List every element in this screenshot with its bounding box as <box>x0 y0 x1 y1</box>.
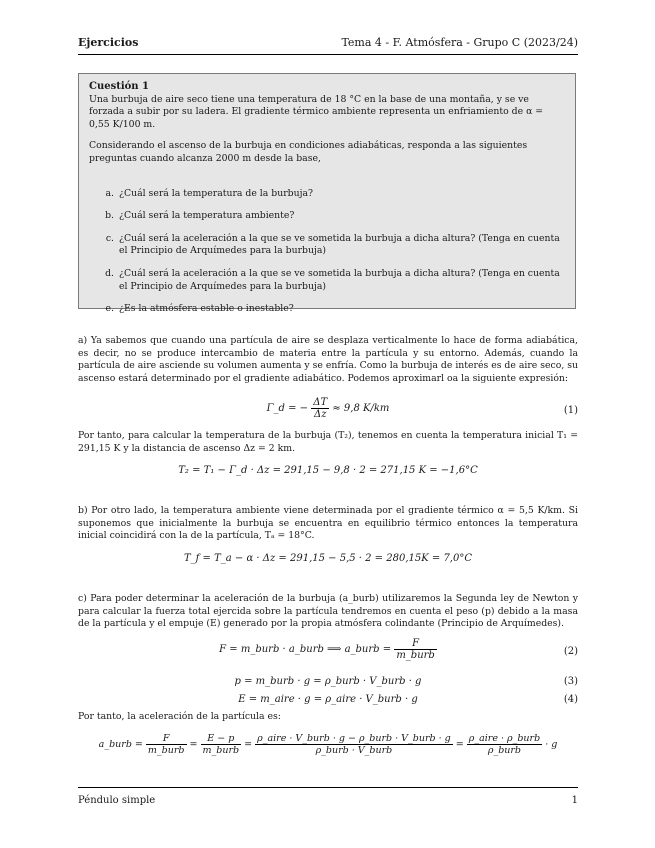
answer-c-paragraph <box>78 593 578 631</box>
eq5-f4-numerator: ρ_aire · ρ_burb <box>468 733 541 744</box>
eq5-fraction-1 <box>146 733 187 756</box>
item-marker: c. <box>105 232 114 244</box>
equation-5-body: a_burb = $\frac{F}{\text{m\_burb}}$ = $\frac{E - p}{\text{m\_burb}}$ = $\frac{\text{ρ\_aire · V\_burb · g − ρ\_burb · V\_burb · g}}{\text{ρ\_burb · V\_burb}}$ = $\frac{\text{ρ\_aire · ρ\_burb}}{\text{ρ\_burb}}$ · g <box>98 733 558 756</box>
page-header <box>78 36 578 49</box>
eq5-f3-denominator: ρ_burb · V_burb <box>315 745 393 756</box>
eq5-f1-numerator: F <box>146 733 187 745</box>
page-footer <box>78 795 578 806</box>
equation-1-number: (1) <box>563 405 578 416</box>
item-marker: d. <box>105 267 114 279</box>
question-paragraph-2: Considerando el ascenso de la burbuja en condiciones adiabáticas, responda a las siguientes preguntas cuando alcanza 2000 m desde la base, <box>89 140 528 164</box>
eq5-f2-denominator: m_burb <box>202 745 240 756</box>
equation-1-body <box>78 397 578 420</box>
eq5-f3-numerator: ρ_aire · V_burb · g − ρ_burb · V_burb · g <box>257 733 451 744</box>
eq5-tail: · g <box>545 739 558 750</box>
question-item <box>89 303 566 316</box>
equation-3-body: p = m_burb · g = ρ_burb · V_burb · g <box>234 676 422 687</box>
item-marker: a. <box>105 187 114 199</box>
eq5-lhs: a_burb = <box>98 739 143 750</box>
answer-a-paragraph <box>78 335 578 385</box>
equation-3-number: (3) <box>563 676 578 687</box>
equation-4-body: E = m_aire · g = ρ_aire · V_burb · g <box>238 694 418 705</box>
item-text: ¿Es la atmósfera estable o inestable? <box>119 303 294 315</box>
equation-5 <box>78 733 578 756</box>
header-left: Ejercicios <box>78 36 139 49</box>
page-number: 1 <box>571 795 578 806</box>
question-paragraph-1: Una burbuja de aire seco tiene una temperatura de 18 °C en la base de una montaña, y se ve forzada a subir por su ladera. El gradiente térmico ambiente representa un enfriamiento de α = 0,55 K/100 m. <box>89 93 544 130</box>
header-rule <box>78 54 578 55</box>
equation-2 <box>78 638 578 661</box>
equation-4 <box>78 694 578 705</box>
eq1-numerator: ΔT <box>313 397 328 408</box>
equation-4-number: (4) <box>563 694 578 705</box>
eq5-fraction-4 <box>467 733 542 756</box>
eq5-f2-numerator: E − p <box>201 733 242 745</box>
eq5-fraction-2 <box>201 733 242 756</box>
eq1-denominator: Δz <box>313 409 327 420</box>
eq5-f1-denominator: m_burb <box>147 745 185 756</box>
header-right: Tema 4 - F. Atmósfera - Grupo C (2023/24) <box>341 36 578 49</box>
question-item <box>89 268 566 293</box>
answer-a2-text: Por tanto, para calcular la temperatura de la burbuja (T₂), tenemos en cuenta la temperatura inicial T₁ = 291,15 K y la distancia de ascenso Δz = 2 km. <box>78 430 578 454</box>
eq2-numerator: F <box>394 638 437 650</box>
question-item <box>89 210 566 223</box>
eq1-lhs: Γ_d = − <box>266 403 309 414</box>
equation-t2: T₂ = T₁ − Γ_d · Δz = 291,15 − 9,8 · 2 = 271,15 K = −1,6°C <box>178 465 478 476</box>
eq1-rhs: ≈ 9,8 K/km <box>332 403 390 414</box>
item-text: ¿Cuál será la aceleración a la que se ve sometida la burbuja a dicha altura? (Tenga en cuenta el Principio de Arquímedes para la burbuja) <box>119 267 560 292</box>
question-title: Cuestión 1 <box>89 81 150 92</box>
answer-a-text: a) Ya sabemos que cuando una partícula de aire se desplaza verticalmente lo hace de forma adiabática, es decir, no se produce intercambio de materia entre la partícula y su entorno. Además, cuando la partícula de aire asciende su volumen aumenta y se enfría. Como la burbuja de interés es de aire seco, su ascenso estará determinado por el gradiente adiabático. Podemos aproximarl oa la siguiente expresión: <box>78 335 578 384</box>
question-list <box>89 188 566 316</box>
footer-rule <box>78 787 578 788</box>
item-text: ¿Cuál será la aceleración a la que se ve sometida la burbuja a dicha altura? (Tenga en cuenta el Principio de Arquímedes para la burbuja) <box>119 232 560 257</box>
equation-2-body <box>78 638 578 661</box>
item-marker: e. <box>105 303 114 315</box>
equation-2-number: (2) <box>563 646 578 657</box>
answer-a-paragraph-2 <box>78 430 578 455</box>
eq5-f4-denominator: ρ_burb <box>487 745 522 756</box>
answer-c-paragraph-2 <box>78 711 578 724</box>
item-text: ¿Cuál será la temperatura de la burbuja? <box>119 187 314 199</box>
equation-3 <box>78 676 578 687</box>
question-item <box>89 188 566 201</box>
answer-c2-text: Por tanto, la aceleración de la partícula es: <box>78 711 281 722</box>
item-marker: b. <box>105 210 114 222</box>
eq5-fraction-3 <box>255 733 453 756</box>
eq1-fraction <box>311 397 329 420</box>
item-text: ¿Cuál será la temperatura ambiente? <box>119 210 295 222</box>
footer-left: Péndulo simple <box>78 795 156 806</box>
question-item <box>89 233 566 258</box>
question-box <box>78 73 576 315</box>
eq2-fraction <box>394 638 437 661</box>
answer-b-paragraph <box>78 505 578 543</box>
equation-1 <box>78 397 578 420</box>
answer-b-text: b) Por otro lado, la temperatura ambiente viene determinada por el gradiente térmico α = 5,5 K/km. Si suponemos que inicialmente la burbuja se encuentra en equilibrio térmico entonces la temperatura inicial coincidirá con la de la partícula, Tₐ = 18°C. <box>78 505 578 542</box>
answer-c-text: c) Para poder determinar la aceleración de la burbuja (a_burb) utilizaremos la Segunda ley de Newton y para calcular la fuerza total ejercida sobre la partícula tendremos en cuenta el peso (p) debido a la masa de la partícula y el empuje (E) generado por la propia atmósfera colindante (Principio de Arquímedes). <box>78 593 578 630</box>
equation-tf: T_f = T_a − α · Δz = 291,15 − 5,5 · 2 = 280,15K = 7,0°C <box>183 553 472 564</box>
eq2-denominator: m_burb <box>396 650 435 661</box>
eq2-lhs: F = m_burb · a_burb ⟹ a_burb = <box>219 644 392 655</box>
